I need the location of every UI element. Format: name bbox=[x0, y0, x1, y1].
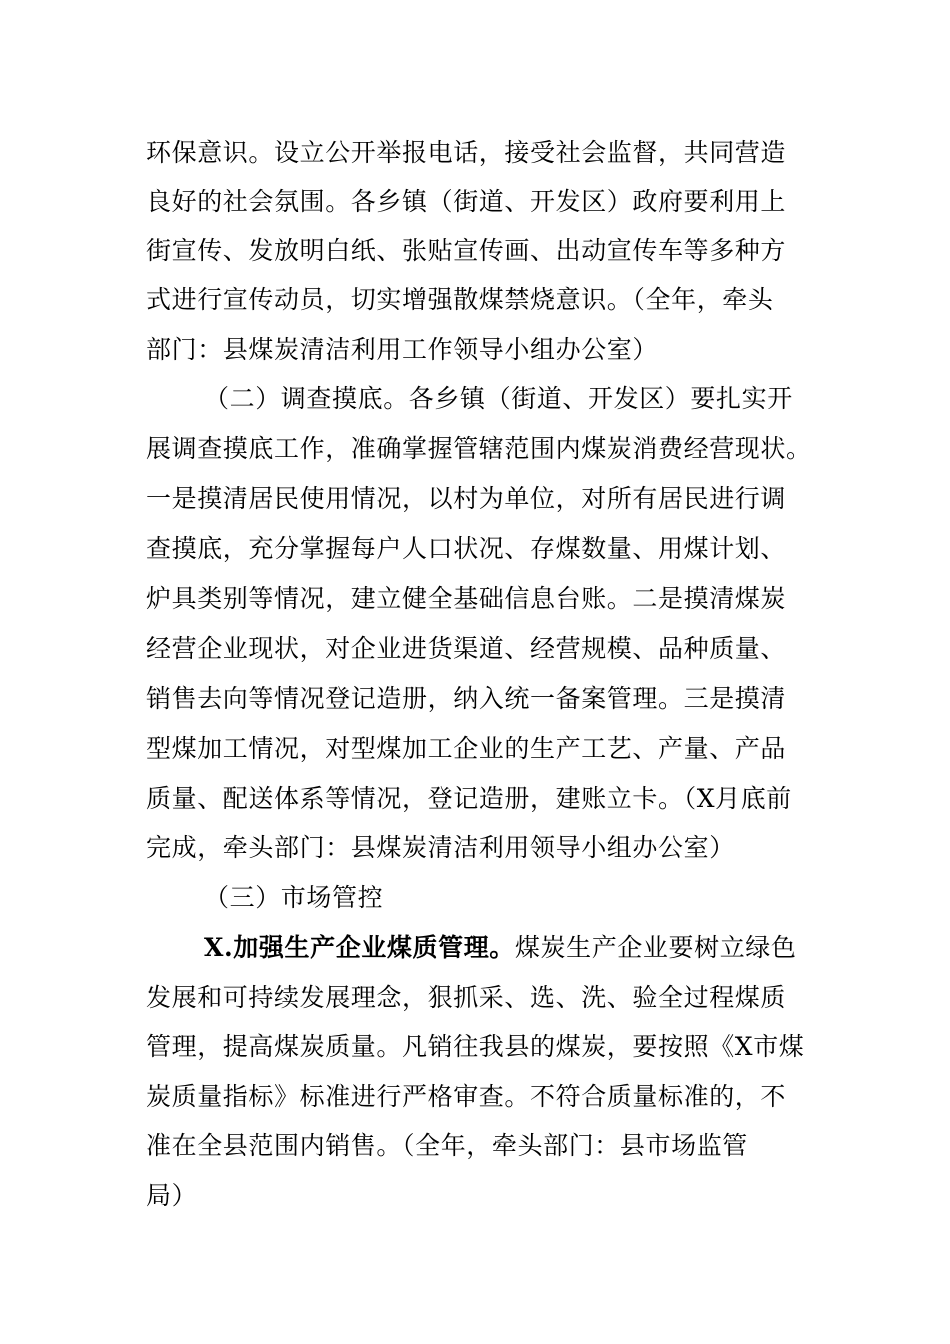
text-line-13: 型煤加工情况，对型煤加工企业的生产工艺、产量、产品 bbox=[146, 734, 787, 763]
text-line-10: 炉具类别等情况，建立健全基础信息台账。二是摸清煤炭 bbox=[146, 584, 787, 613]
text-line-22: 局） bbox=[146, 1181, 198, 1210]
text-line-8: 一是摸清居民使用情况，以村为单位，对所有居民进行调 bbox=[146, 484, 787, 513]
text-line-6: （二）调查摸底。各乡镇（街道、开发区）要扎实开 bbox=[204, 384, 793, 413]
text-line-15: 完成，牵头部门：县煤炭清洁利用领导小组办公室） bbox=[146, 833, 735, 862]
text-line-14: 质量、配送体系等情况，登记造册，建账立卡。（X月底前 bbox=[146, 784, 792, 813]
text-line-19: 管理，提高煤炭质量。凡销往我县的煤炭，要按照《X市煤 bbox=[146, 1032, 805, 1061]
text-line-12: 销售去向等情况登记造册，纳入统一备案管理。三是摸清 bbox=[146, 684, 787, 713]
section-heading: （三）市场管控 bbox=[204, 883, 384, 912]
text-line-11: 经营企业现状，对企业进货渠道、经营规模、品种质量、 bbox=[146, 634, 787, 663]
text-line-21: 准在全县范围内销售。（全年，牵头部门：县市场监管 bbox=[146, 1131, 748, 1160]
text-line-20: 炭质量指标》标准进行严格审查。不符合质量标准的，不 bbox=[146, 1082, 787, 1111]
text-line-17-rest: 煤炭生产企业要树立绿色 bbox=[514, 933, 797, 962]
text-line-7: 展调查摸底工作，准确掌握管辖范围内煤炭消费经营现状。 bbox=[146, 434, 812, 463]
text-line-9: 查摸底，充分掌握每户人口状况、存煤数量、用煤计划、 bbox=[146, 534, 787, 563]
text-line-1: 环保意识。设立公开举报电话，接受社会监督，共同营造 bbox=[146, 138, 787, 167]
text-line-2: 良好的社会氛围。各乡镇（街道、开发区）政府要利用上 bbox=[146, 187, 787, 216]
text-line-18: 发展和可持续发展理念，狠抓采、选、洗、验全过程煤质 bbox=[146, 983, 787, 1012]
text-line-3: 街宣传、发放明白纸、张贴宣传画、出动宣传车等多种方 bbox=[146, 236, 787, 265]
text-line-5: 部门：县煤炭清洁利用工作领导小组办公室） bbox=[146, 335, 659, 364]
text-line-17 bbox=[204, 933, 797, 963]
bold-heading: X.加强生产企业煤质管理。 bbox=[204, 933, 515, 962]
text-line-4: 式进行宣传动员，切实增强散煤禁烧意识。（全年，牵头 bbox=[146, 285, 774, 314]
